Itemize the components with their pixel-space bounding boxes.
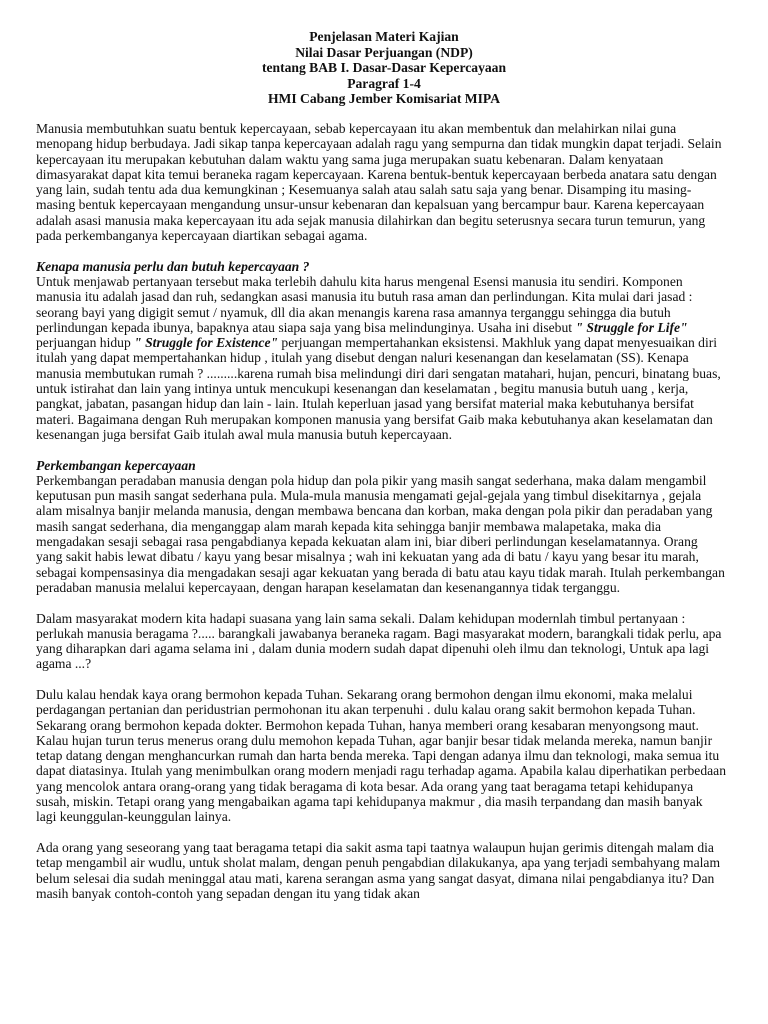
heading-line-2: Nilai Dasar Perjuangan (NDP) bbox=[295, 44, 473, 60]
section-1-paragraph bbox=[36, 274, 726, 442]
modern-society-paragraph: Dalam masyarakat modern kita hadapi suasana yang lain sama sekali. Dalam kehidupan modernlah timbul pertanyaan : perlukah manusia beragama ?..... barangkali jawabanya beraneka ragam. Bagi masyarakat modern, barangkali tidak perlu, apa yang diharapkan dari agama selama ini , dalam dunia modern sudah dapat dipenuhi oleh ilmu dan teknologi, Untuk apa lagi agama ...? bbox=[36, 610, 722, 672]
section-2-paragraph: Perkembangan peradaban manusia dengan pola hidup dan pola pikir yang masih sangat sederhana, maka dalam mengambil keputusan pun masih sangat sederhana pula. Mula-mula manusia mengamati gejal-gejala yang timbul disekitarnya , gejala alam misalnya banjir melanda manusia, dengan membawa bencana dan korban, maka dengan pola pikir dan peradaban yang masih sangat sederhana, dia menganggap alam marah kepada kita sehingga banjir membawa malapetaka, maka dia mengadakan sesaji sebagai rasa pengabdianya kepada kekuatan alam ini, biar diberi perlindungan keselamatannya. Orang yang sakit habis lewat dibatu / kayu yang besar misalnya ; wah ini kekuatan yang ada di batu / kayu yang besar itu marah, sebagai kompensasinya dia mengadakan sesaji agar kekuatan yang berada di batu atau kayu tidak marah. Itulah perkembangan peradaban manusia melalui kepercayaan, dengan harapan keselamatan dan kesenangannya tidak terganggu. bbox=[36, 472, 725, 595]
heading-line-1: Penjelasan Materi Kajian bbox=[309, 29, 459, 44]
heading-line-4: Paragraf 1-4 bbox=[347, 75, 421, 91]
section-2-title: Perkembangan kepercayaan bbox=[36, 457, 196, 473]
section-1-text-b: perjuangan hidup bbox=[36, 335, 135, 351]
asthma-example-paragraph: Ada orang yang seseorang yang taat beragama tetapi dia sakit asma tapi taatnya walaupun hujan gerimis ditengah malam dia tetap mengambil air wudlu, untuk sholat malam, dengan penuh pengabdian dilakukanya, apa yang terjadi sembahyang malam belum selesai dia sudah meninggal atau mati, karena serangan asma yang sangat dasyat, dimana nilai pengabdianya itu? Dan masih banyak contoh-contoh yang sepadan dengan itu yang tidak akan bbox=[36, 839, 721, 901]
intro-paragraph: Manusia membutuhkan suatu bentuk kepercayaan, sebab kepercayaan itu akan membentuk dan melahirkan nilai guna menopang hidup berbudaya. Jadi sikap tanpa kepercayaan adalah ragu yang sempurna dan tidak mungkin dapat terjadi. Selain kepercayaan itu merupakan kebutuhan dalam waktu yang sama juga merupakan suatu kebenaran. Dalam kenyataan dimasyarakat dapat kita temui beraneka ragam kepercayaan. Karena bentuk-bentuk kepercayaan berbeda anatara satu dengan yang lain, sudah tentu ada dua kemungkinan ; Kesemuanya salah atau salah satu saja yang benar. Disamping itu masing-masing bentuk kepercayaan mengandung unsur-unsur kebenaran dan kepalsuan yang bercampur baur. Karena kepercayaan adalah asasi manusia maka kepercayaan itu ada sejak manusia dilahirkan dan begitu seterusnya secara turun temurun, yang pada perkembanganya kepercayaan diartikan sebagai agama. bbox=[36, 121, 722, 244]
struggle-for-existence-term: " Struggle for Existence" bbox=[134, 335, 279, 351]
past-vs-now-paragraph: Dulu kalau hendak kaya orang bermohon kepada Tuhan. Sekarang orang bermohon dengan ilmu ekonomi, maka melalui perdagangan pertanian dan peridustrian permohonan itu akan terpenuhi . dulu kalau orang sakit bermohon kepada Tuhan. Sekarang orang bermohon kepada dokter. Bermohon kepada Tuhan, hanya memberi orang kesabaran menyongsong maut. Kalau hujan turun terus menerus orang dulu memohon kepada Tuhan, agar banjir besar tidak melanda mereka, namun banjir tetap datang dengan menghancurkan rumah dan harta benda mereka. Tapi dengan adanya ilmu dan teknologi, maka semua itu dapat diatasinya. Itulah yang menimbulkan orang modern menjadi ragu terhadap agama. Apabila kalau diperhatikan perbedaan yang mencolok antara orang-orang yang tidak beragama di kota besar. Ada orang yang taat beragama tetapi kehidupanya susah, miskin. Tetapi orang yang mengabaikan agama tapi kehidupanya makmur , dia masih terpandang dan masih banyak lagi keunggulan-keunggulan lainya. bbox=[36, 686, 727, 825]
section-1-text-a: Untuk menjawab pertanyaan tersebut maka terlebih dahulu kita harus mengenal Esensi manusia itu sendiri. Komponen manusia itu adalah jasad dan ruh, sedangkan asasi manusia itu butuh rasa aman dan perlindungan. Kita mulai dari jasad : seorang bayi yang digigit semut / nyamuk, dll dia akan menangis karena rasa amannya terganggu sehingga dia butuh perlindungan kepada ibunya, bapaknya atau siapa saja yang bisa melindunginya. Usaha ini disebut bbox=[36, 273, 693, 335]
heading-line-5: HMI Cabang Jember Komisariat MIPA bbox=[267, 91, 501, 106]
struggle-for-life-term: " Struggle for Life" bbox=[575, 319, 688, 335]
section-1-text-c: perjuangan mempertahankan eksistensi. Makhluk yang dapat menyesuaikan diri itulah yang dapat mempertahankan hidup , itulah yang disebut dengan naluri kesenangan dan keselamatan (SS). Kenapa manusia membutukan rumah ? .........karena rumah bisa melindungi diri dari sengatan matahari, hujan, pencuri, binatang buas, untuk istirahat dan lain yang intinya untuk mencukupi kesenangan dan keselamatan , begitu manusia butuh uang , kerja, pangkat, jabatan, pasangan hidup dan lain - lain. Itulah keperluan jasad yang bersifat material maka kebutuhanya bersifat materi. Bagaimana dengan Ruh merupakan komponen manusia yang bersifat Gaib maka kebutuhanya akan keselamatan dan kesenangan juga bersifat Gaib itulah awal mula manusia butuh kepercayaan. bbox=[36, 335, 721, 442]
document-body bbox=[36, 121, 726, 901]
document-heading bbox=[0, 29, 768, 107]
section-1-title: Kenapa manusia perlu dan butuh kepercayaan ? bbox=[36, 258, 310, 274]
heading-line-3: tentang BAB I. Dasar-Dasar Kepercayaan bbox=[261, 60, 507, 75]
